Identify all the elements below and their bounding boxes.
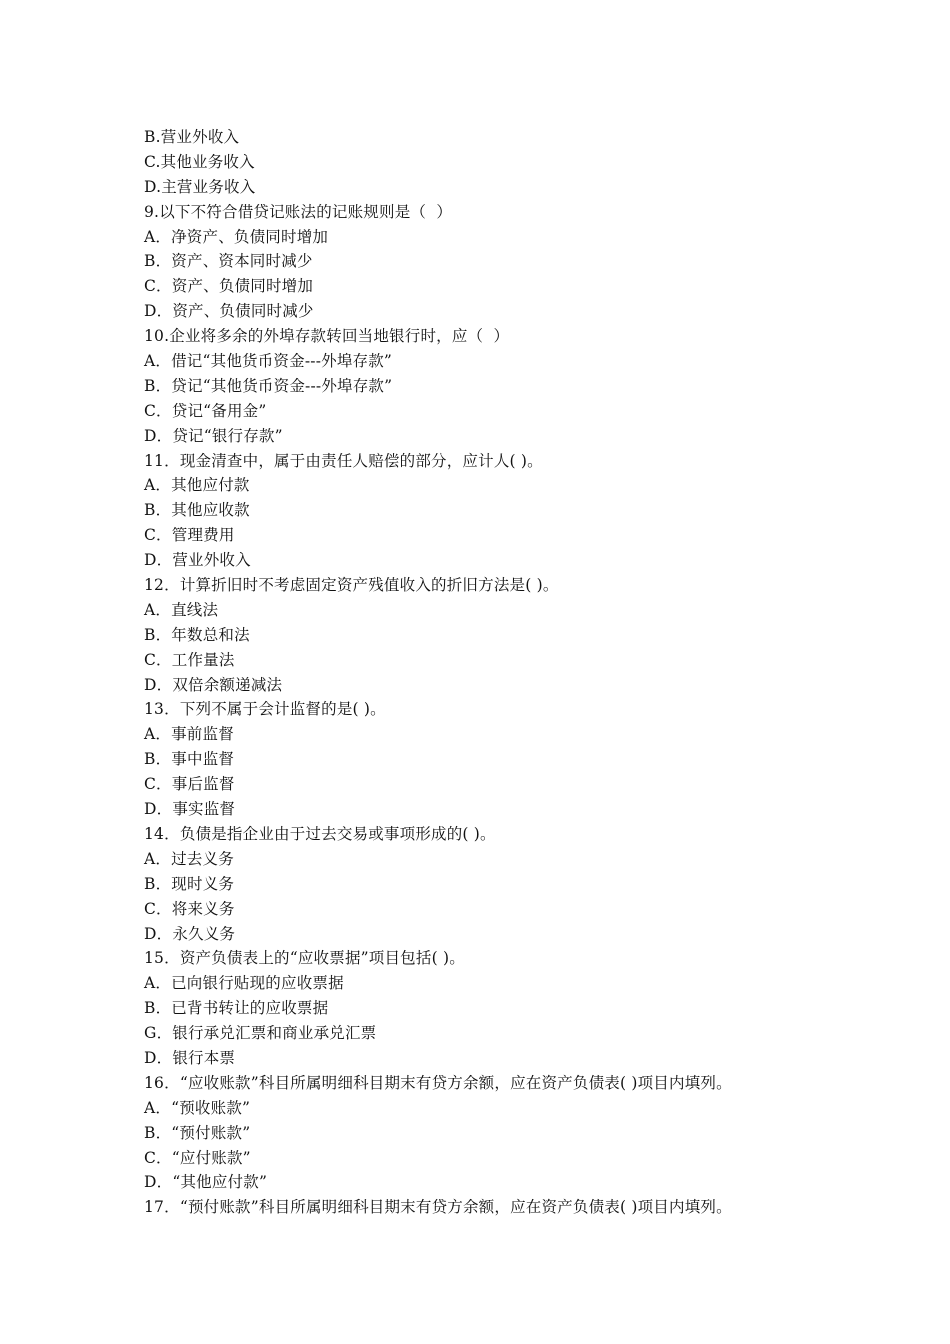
option-line: C．“应付账款” [144, 1148, 251, 1167]
option-line: D．事实监督 [144, 800, 236, 819]
option-line: G．银行承兑汇票和商业承兑汇票 [144, 1024, 377, 1043]
option-line: D．资产、负债同时减少 [144, 302, 314, 321]
option-line: A．其他应付款 [144, 476, 250, 495]
option-line: B．已背书转让的应收票据 [144, 999, 329, 1018]
option-line: B．“预付账款” [144, 1123, 251, 1142]
question-line: 15．资产负债表上的“应收票据”项目包括( )。 [144, 949, 465, 968]
option-line: D．营业外收入 [144, 551, 251, 570]
option-line: A．过去义务 [144, 849, 234, 868]
option-line: B．年数总和法 [144, 625, 250, 644]
question-line: 11．现金清查中，属于由责任人赔偿的部分，应计人( )。 [144, 451, 543, 470]
option-line: D．“其他应付款” [144, 1173, 268, 1192]
option-line: B．其他应收款 [144, 501, 250, 520]
option-line: C．资产、负债同时增加 [144, 277, 314, 296]
option-line: B．资产、资本同时减少 [144, 252, 313, 271]
text-line: B.营业外收入 [144, 128, 240, 146]
option-line: C．贷记“备用金” [144, 401, 267, 420]
question-line: 12．计算折旧时不考虑固定资产残值收入的折旧方法是( )。 [144, 576, 559, 595]
option-line: D．贷记“银行存款” [144, 426, 283, 445]
text-line: C.其他业务收入 [144, 152, 255, 171]
option-line: C．事后监督 [144, 775, 235, 794]
option-line: C．工作量法 [144, 650, 235, 669]
document-body [144, 125, 844, 1220]
option-line: C．管理费用 [144, 526, 235, 545]
option-line: D．双倍余额递减法 [144, 675, 283, 694]
option-line: B．现时义务 [144, 874, 235, 893]
option-line: B．事中监督 [144, 750, 235, 769]
option-line: A．事前监督 [144, 725, 234, 744]
question-line: 14．负债是指企业由于过去交易或事项形成的( )。 [144, 824, 496, 843]
option-line: A．借记“其他货币资金---外埠存款” [144, 352, 393, 371]
option-line: B．贷记“其他货币资金---外埠存款” [144, 376, 393, 395]
option-line: A．净资产、负债同时增加 [144, 227, 329, 246]
question-line: 17．“预付账款”科目所属明细科目期末有贷方余额，应在资产负债表( )项目内填列。 [144, 1198, 732, 1217]
text-line: D.主营业务收入 [144, 177, 256, 196]
question-line: 10.企业将多余的外埠存款转回当地银行时，应（ ） [144, 327, 510, 346]
option-line: A．直线法 [144, 600, 219, 619]
option-line: D．永久义务 [144, 924, 236, 943]
question-line: 13．下列不属于会计监督的是( )。 [144, 700, 386, 719]
question-line: 9.以下不符合借贷记账法的记账规则是（ ） [144, 202, 453, 221]
option-line: A．“预收账款” [144, 1098, 251, 1117]
option-line: C．将来义务 [144, 899, 235, 918]
option-line: A．已向银行贴现的应收票据 [144, 974, 344, 993]
option-line: D．银行本票 [144, 1048, 236, 1067]
question-line: 16．“应收账款”科目所属明细科目期末有贷方余额，应在资产负债表( )项目内填列。 [144, 1073, 732, 1092]
